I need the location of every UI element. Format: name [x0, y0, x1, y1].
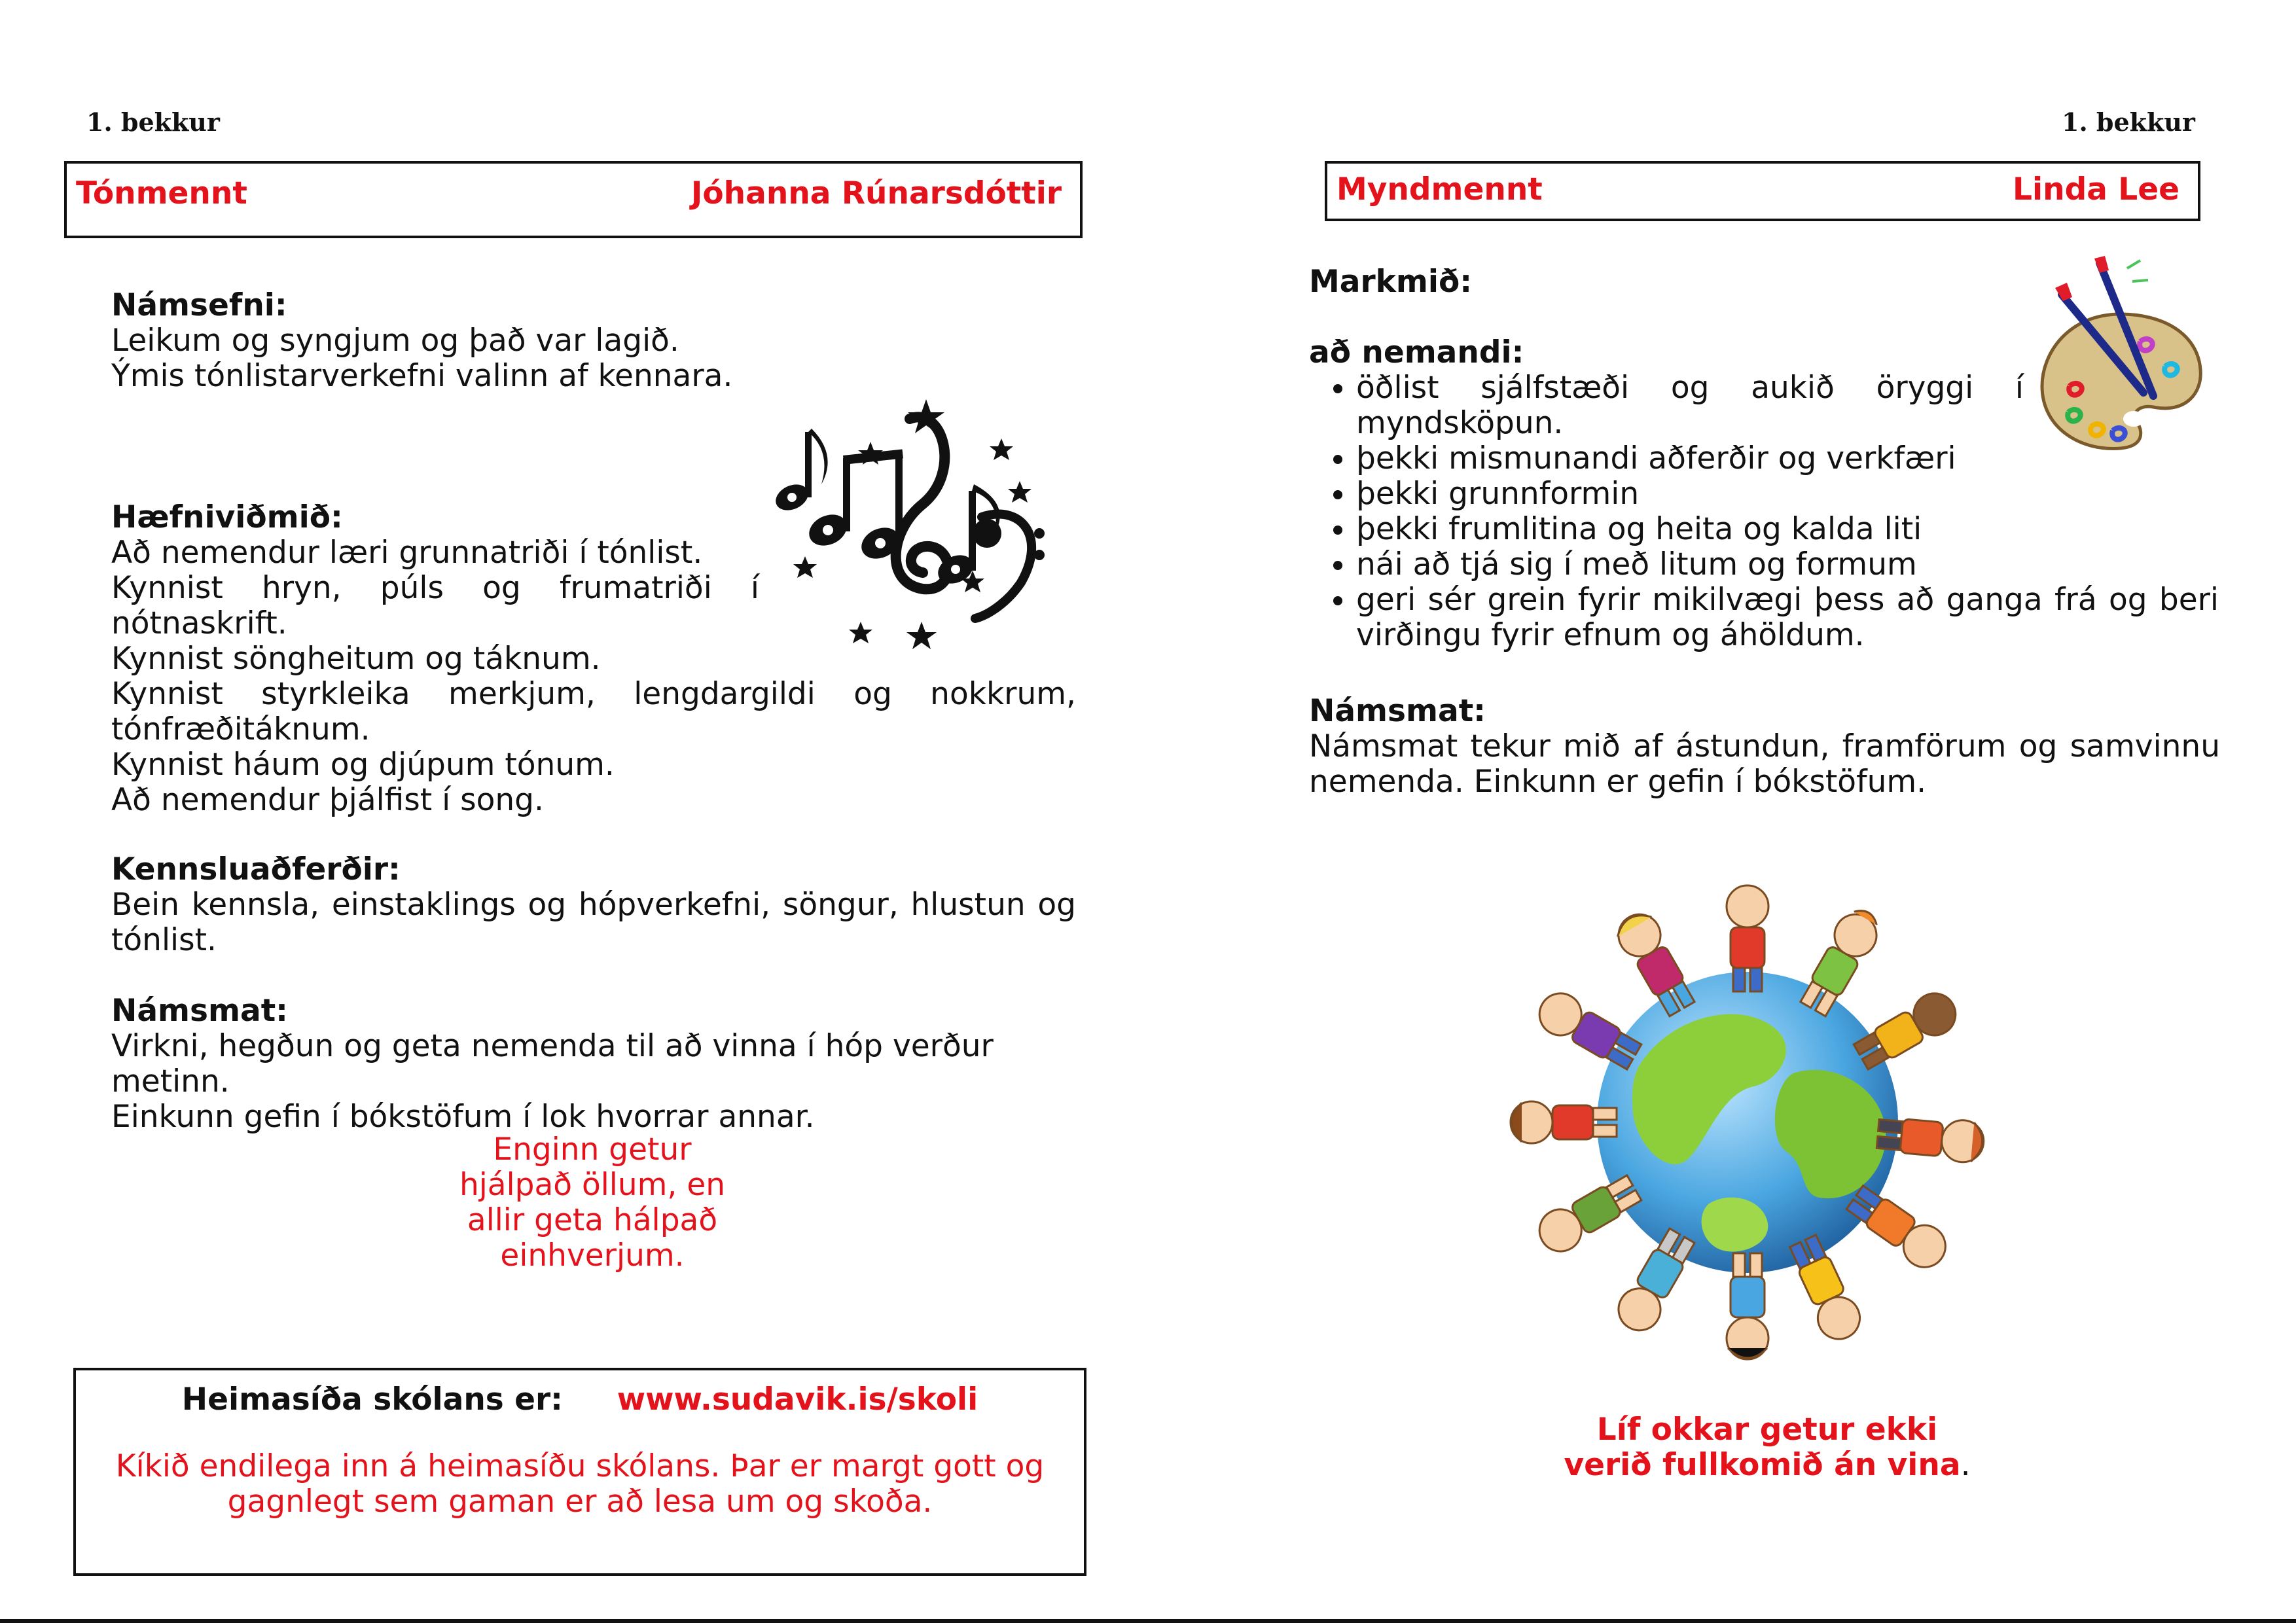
right-grade-label: 1. bekkur [2062, 107, 2195, 137]
goals-list [1308, 370, 2219, 653]
haefni-line: Að nemendur þjálfist í song. [111, 782, 544, 818]
left-namsmat-section [111, 993, 1076, 1135]
haefni-line: Kynnist hryn, púls og frumatriði í nótnaskrift. [111, 570, 759, 641]
left-content [111, 288, 1076, 394]
left-namsmat-heading: Námsmat: [111, 993, 288, 1029]
left-quote-line: Enginn getur [493, 1132, 692, 1168]
globe-children-illustration [1492, 864, 2003, 1374]
left-quote-line: allir geta hálpað [467, 1202, 718, 1238]
haefni-line: Kynnist háum og djúpum tónum. [111, 747, 615, 783]
right-quote [1440, 1412, 2094, 1483]
left-subject-title: Tónmennt [76, 175, 247, 211]
haefni-line: Að nemendur læri grunnatriði í tónlist. [111, 535, 703, 571]
left-grade-label: 1. bekkur [86, 107, 220, 137]
goal-item: • þekki frumlitina og heita og kalda liti [1356, 512, 2219, 547]
right-quote-line: Líf okkar getur ekki [1596, 1412, 1938, 1448]
homepage-text: Kíkið endilega inn á heimasíðu skólans. Þar er margt gott og gagnlegt sem gaman er að lesa um og skoða. [115, 1448, 1045, 1520]
homepage-box [73, 1368, 1086, 1576]
namsefni-line: Ýmis tónlistarverkefni valinn af kennara. [111, 358, 733, 394]
left-namsmat-line: Einkunn gefin í bókstöfum í lok hvorrar annar. [111, 1099, 815, 1135]
right-namsmat-heading: Námsmat: [1309, 693, 1486, 729]
right-quote-line: verið fullkomið án vina [1564, 1447, 1961, 1483]
goal-item: • geri sér grein fyrir mikilvægi þess að ganga frá og beri virðingu fyrir efnum og áhöldum. [1356, 582, 2219, 653]
kennsla-section [111, 852, 1076, 958]
markmid-heading: Markmið: [1309, 264, 1473, 300]
left-quote [393, 1132, 792, 1274]
goal-item: • öðlist sjálfstæði og aukið öryggi í myndsköpun. [1356, 370, 2024, 441]
right-namsmat-section [1309, 694, 2220, 800]
kennsla-text: Bein kennsla, einstaklings og hópverkefni, söngur, hlustun og tónlist. [111, 887, 1076, 958]
music-notes-icon [759, 393, 1054, 654]
right-namsmat-text: Námsmat tekur mið af ástundun, framförum og samvinnu nemenda. Einkunn er gefin í bókstöfum. [1309, 728, 2220, 800]
right-teacher-name: Linda Lee [2013, 171, 2179, 207]
left-quote-line: hjálpað öllum, en [459, 1167, 726, 1203]
goal-item: • nái að tjá sig í með litum og formum [1356, 547, 2219, 582]
right-subject-header [1325, 161, 2200, 221]
haefni-line: Kynnist söngheitum og táknum. [111, 641, 601, 677]
haefni-line: Kynnist styrkleika merkjum, lengdargildi og nokkrum, tónfræðitáknum. [111, 676, 1076, 747]
goal-item: • þekki grunnformin [1356, 476, 2219, 512]
homepage-label: Heimasíða skólans er: [181, 1382, 563, 1418]
left-teacher-name: Jóhanna Rúnarsdóttir [691, 175, 1062, 211]
namsefni-heading: Námsefni: [111, 287, 287, 323]
kennsla-heading: Kennsluaðferðir: [111, 851, 401, 887]
namsefni-line: Leikum og syngjum og það var lagið. [111, 323, 679, 359]
left-quote-line: einhverjum. [500, 1238, 685, 1274]
page-bottom-border [0, 1619, 2296, 1623]
nemandi-heading: að nemandi: [1309, 334, 1524, 370]
right-subject-title: Myndmennt [1336, 171, 1543, 207]
right-quote-period: . [1960, 1447, 1971, 1483]
homepage-link[interactable]: www.sudavik.is/skoli [617, 1382, 978, 1418]
goal-item: • þekki mismunandi aðferðir og verkfæri [1356, 441, 2219, 476]
haefni-heading: Hæfniviðmið: [111, 499, 343, 535]
left-subject-header [64, 161, 1083, 238]
left-namsmat-line: Virkni, hegðun og geta nemenda til að vinna í hóp verður metinn. [111, 1028, 994, 1099]
